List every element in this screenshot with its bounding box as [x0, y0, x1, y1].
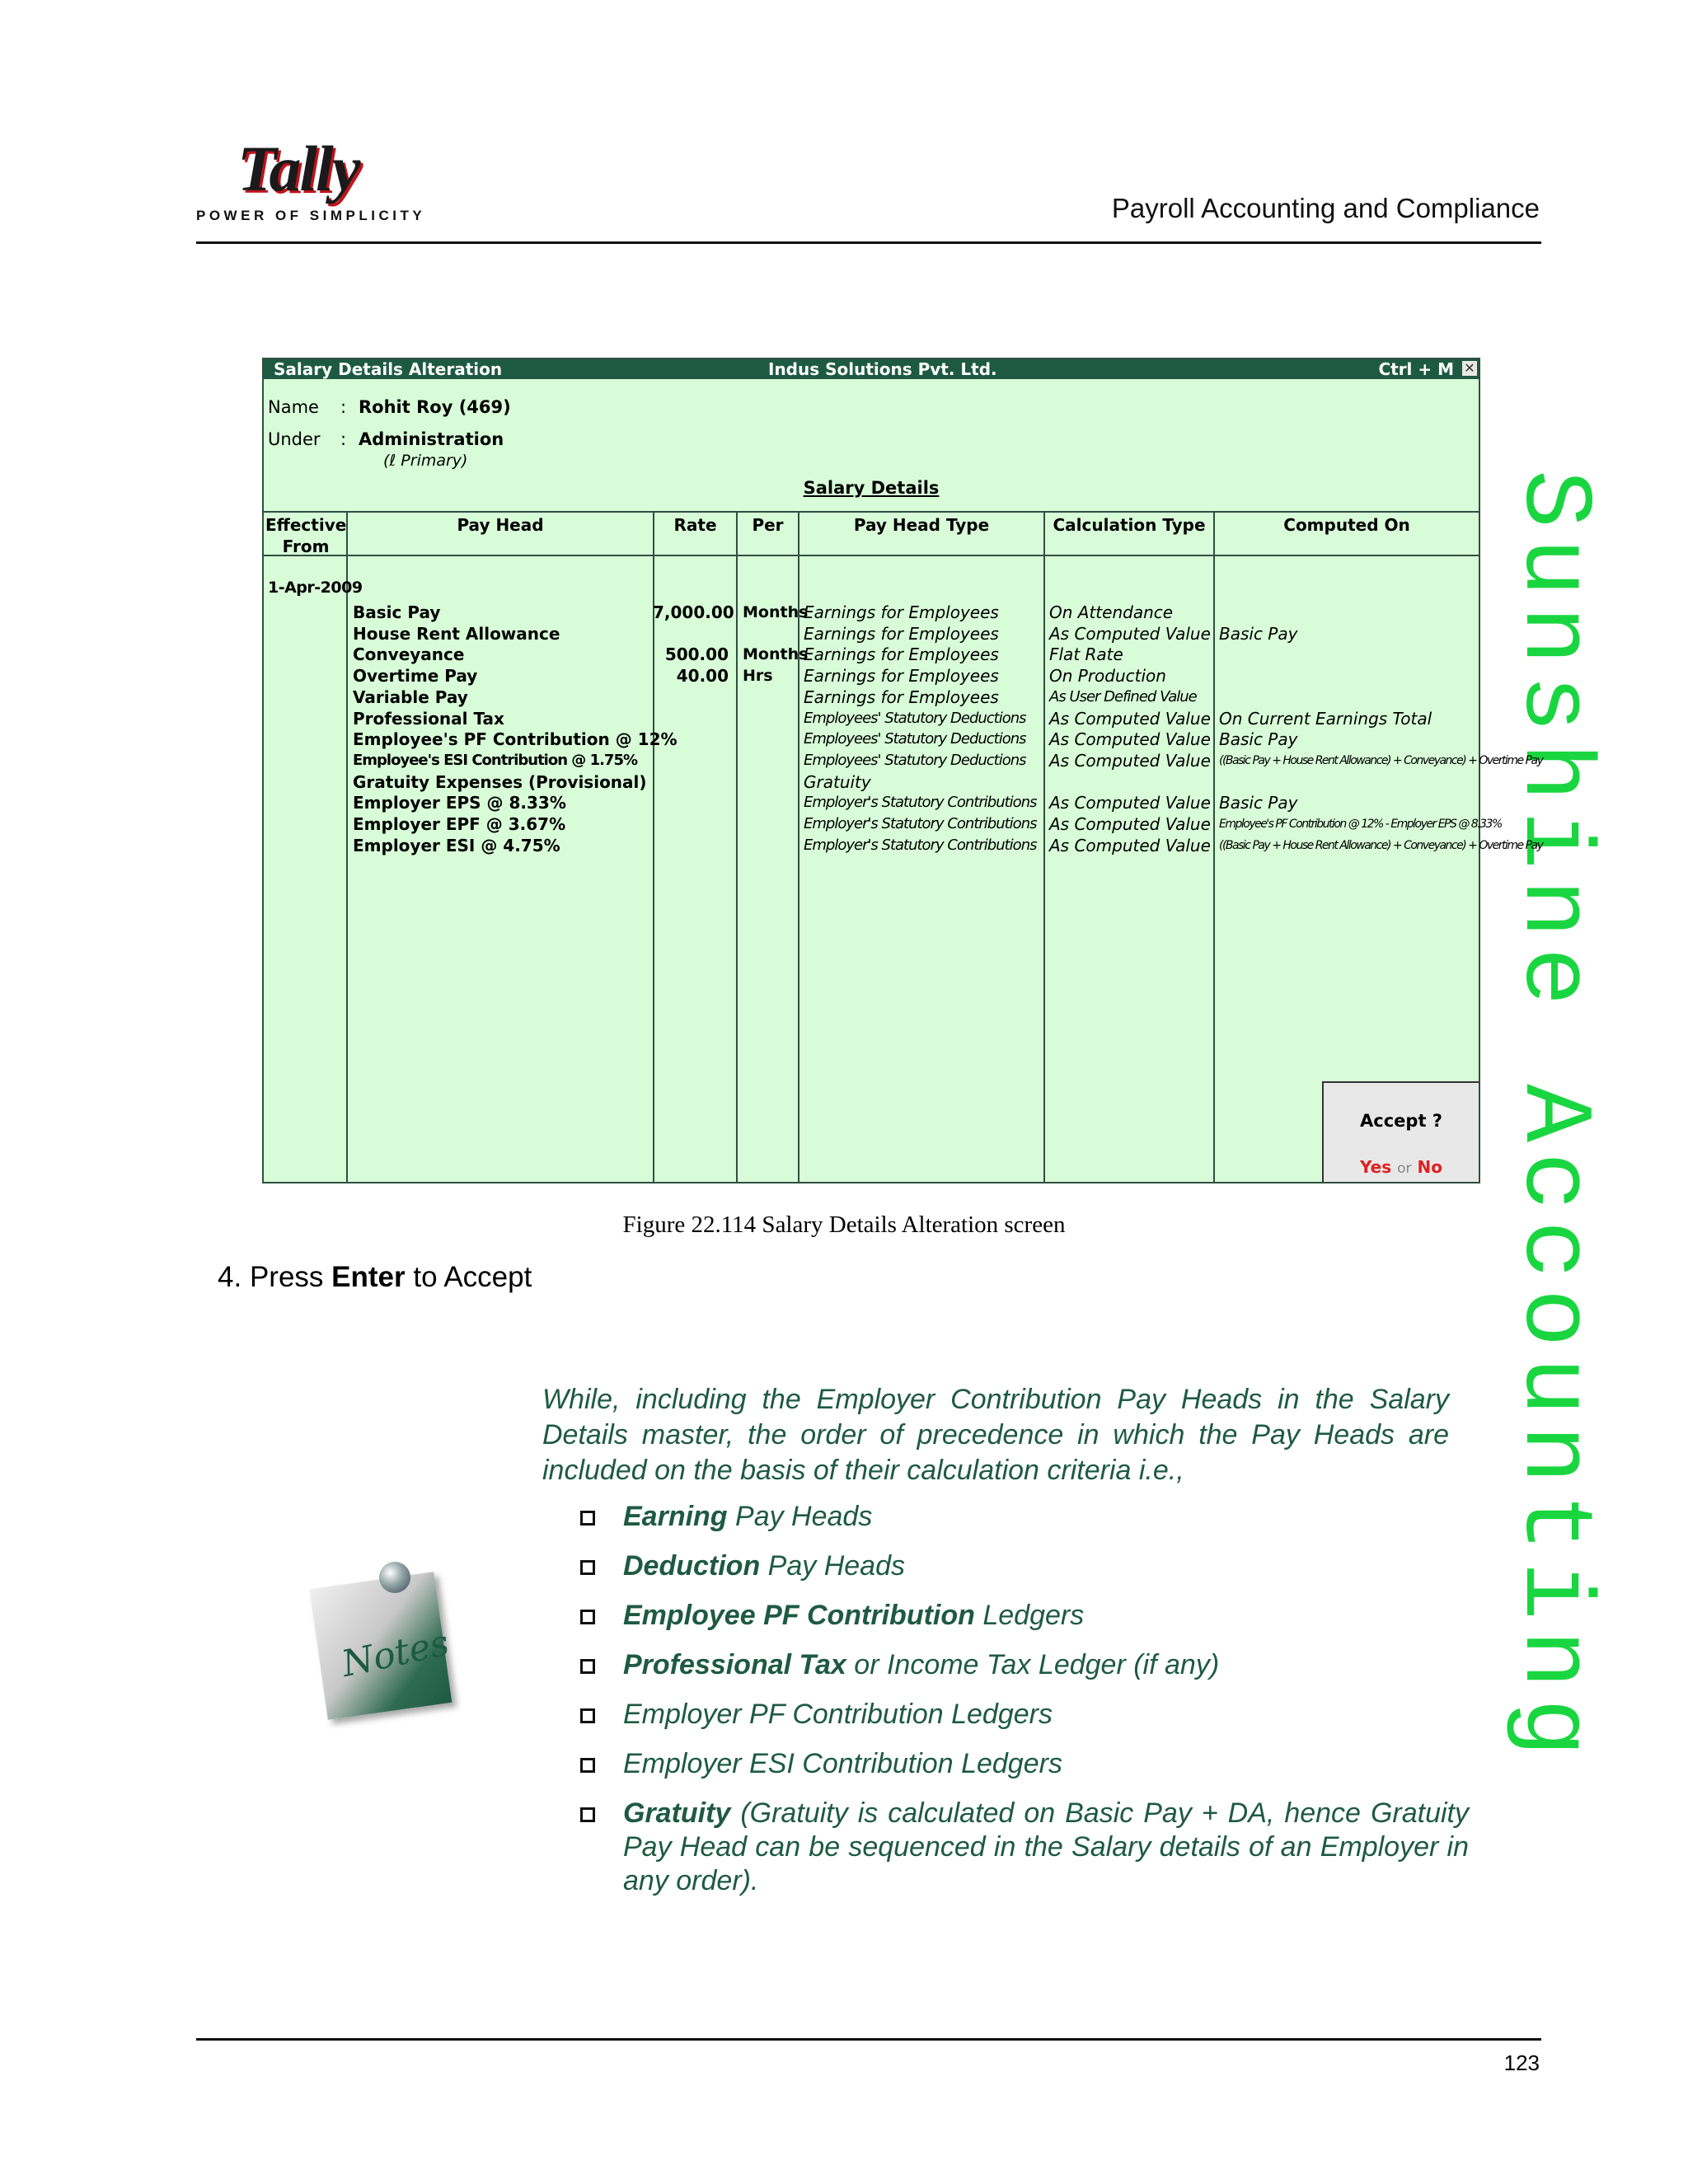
salary-details-screen: Salary Details Alteration Indus Solutions Pvt. Ltd. Ctrl + M ✕ Name : Rohit Roy (469) Under : Administration (ℓ Primary) Salary Details Effective From Pay Head Rate Per Pay Head Type Calculation Type Computed On 1-Apr-2009 Basic Pay 7,000.00 Months Earnings for Employees On Attendance House Rent Allowance Earnings for Employees As Computed Value Basic Pay Conveyance 500.00 Months Earnings for Employees Flat Rate Overtime Pay 40.00 Hrs Earnings for Employees On Production Variable Pay Earnings for Employees As User Defined Value Professional Tax Employees' Statutory Deductions As Computed Value On Current Earnings Total Employee's PF Contribution @ 12% Employees' Statutory Deductions As Computed Value Basic Pay Employee's ESI Contribution @ 1.75% Employees' Statutory Deductions As Computed Value ((Basic Pay + House Rent Allowance) + Conveyance) + Overtime Pay Gratuity Expenses (Provisional) Gratuity Employer EPS @ 8.33% Employer's Statutory Contributions As Computed Value Basic Pay Employer EPF @ 3.67% Employer's Statutory Contributions As Computed Value Employee's PF Contribution @ 12% - Employer EPS @ 8.33% Employer ESI @ 4.75% Employer's Statutory Contributions As Computed Value ((Basic Pay + House Rent Allowance) + Conveyance) + Overtime Pay Accept ? Yes or No: [262, 358, 1480, 1183]
calc-cell: On Production: [1049, 666, 1166, 687]
per-cell: Months: [743, 603, 809, 621]
tally-logo: [196, 132, 426, 223]
bullet-text: Ledgers: [974, 1600, 1085, 1631]
col-rate: Rate: [673, 515, 717, 535]
computed-on-cell: Basic Pay: [1219, 729, 1298, 750]
under-label: Under: [268, 429, 321, 449]
screen-title-bar: [264, 359, 1479, 379]
footer-rule: [196, 2038, 1541, 2041]
calc-cell: As Computed Value: [1049, 708, 1211, 729]
table-row[interactable]: [264, 687, 1479, 708]
per-cell: Months: [743, 645, 809, 664]
pay-head-cell: Conveyance: [353, 644, 465, 665]
col-pay-head: Pay Head: [457, 515, 544, 535]
col-effective-from: Effective From: [265, 515, 347, 556]
bullet-text: Pay Heads: [760, 1550, 905, 1582]
list-item: [577, 1698, 1469, 1732]
calc-cell: Flat Rate: [1049, 644, 1123, 665]
pay-head-cell: Basic Pay: [353, 602, 441, 622]
computed-on-cell: ((Basic Pay + House Rent Allowance) + Conveyance) + Overtime Pay: [1219, 838, 1543, 852]
type-cell: Employer's Statutory Contributions: [804, 836, 1037, 854]
calc-cell: As Computed Value: [1049, 729, 1211, 750]
calc-cell: As Computed Value: [1049, 835, 1211, 855]
table-row[interactable]: [264, 813, 1502, 835]
computed-on-cell: Basic Pay: [1219, 793, 1298, 813]
bullet-bold: Professional Tax: [623, 1649, 846, 1680]
close-icon[interactable]: ✕: [1462, 361, 1477, 376]
list-item: [577, 1797, 1469, 1898]
col-pay-head-type: Pay Head Type: [853, 515, 990, 535]
list-item: [577, 1500, 1469, 1534]
pay-head-cell: Employer ESI @ 4.75%: [353, 835, 560, 855]
computed-on-cell: Basic Pay: [1219, 623, 1298, 644]
list-item: [577, 1747, 1469, 1781]
header-rule: [196, 241, 1541, 244]
effective-date[interactable]: 1-Apr-2009: [268, 579, 363, 597]
calc-cell: As User Defined Value: [1049, 687, 1197, 705]
shortcut-hint: Ctrl + M: [1378, 359, 1454, 379]
list-item: [577, 1549, 1469, 1583]
pay-head-cell: Variable Pay: [353, 687, 468, 707]
type-cell: Earnings for Employees: [804, 623, 999, 644]
bullet-text: (Gratuity is calculated on Basic Pay + DA, hence Gratuity Pay Head can be sequenced in the Salary details of an Employer in any order).: [623, 1797, 1469, 1896]
bullet-text: Pay Heads: [727, 1501, 873, 1532]
step-prefix: Press: [249, 1261, 324, 1293]
logo-word: Tally: [237, 133, 359, 204]
figure-caption: Figure 22.114 Salary Details Alteration screen: [622, 1212, 1066, 1238]
rate-cell: 7,000.00: [653, 602, 734, 622]
type-cell: Earnings for Employees: [804, 666, 999, 687]
table-row[interactable]: [264, 623, 1479, 644]
pushpin-icon: [379, 1562, 410, 1593]
type-cell: Earnings for Employees: [804, 644, 999, 665]
col-computed-on: Computed On: [1283, 515, 1410, 535]
computed-on-cell: ((Basic Pay + House Rent Allowance) + Conveyance) + Overtime Pay: [1219, 753, 1543, 767]
page-number: 123: [1503, 2050, 1540, 2075]
bullet-square-icon: [580, 1610, 595, 1624]
notes-icon: [312, 1562, 452, 1718]
table-row[interactable]: [264, 792, 1479, 813]
yes-button[interactable]: Yes: [1360, 1157, 1392, 1177]
table-row[interactable]: [264, 602, 1479, 623]
type-cell: Earnings for Employees: [804, 687, 999, 707]
pay-head-cell: House Rent Allowance: [353, 623, 560, 644]
bullet-text: or Income Tax Ledger (if any): [846, 1649, 1220, 1680]
bullet-square-icon: [580, 1708, 595, 1723]
pay-head-cell: Employee's ESI Contribution @ 1.75%: [353, 751, 638, 769]
table-row[interactable]: [264, 835, 1543, 856]
under-parent: (ℓ Primary): [383, 452, 468, 470]
col-calculation-type: Calculation Type: [1053, 515, 1206, 535]
logo-tagline: POWER OF SIMPLICITY: [196, 208, 426, 223]
table-row[interactable]: [264, 729, 1479, 750]
computed-on-cell: On Current Earnings Total: [1219, 708, 1432, 729]
no-button[interactable]: No: [1417, 1157, 1442, 1177]
type-cell: Gratuity: [804, 771, 871, 792]
rate-cell: 40.00: [676, 666, 729, 687]
rate-cell: 500.00: [664, 644, 729, 665]
table-row[interactable]: [264, 708, 1479, 729]
step-number: 4.: [218, 1261, 242, 1293]
step-key: Enter: [331, 1261, 406, 1293]
bullet-bold: Deduction: [623, 1550, 761, 1582]
table-row[interactable]: [264, 771, 1479, 793]
company-name: Indus Solutions Pvt. Ltd.: [768, 359, 997, 379]
section-title: Salary Details: [803, 478, 940, 498]
table-row[interactable]: [264, 750, 1543, 771]
calc-cell: As Computed Value: [1049, 750, 1211, 771]
screen-title: Salary Details Alteration: [274, 359, 503, 379]
bullet-square-icon: [580, 1807, 595, 1822]
under-value[interactable]: Administration: [359, 429, 504, 449]
bullet-square-icon: [580, 1560, 595, 1575]
or-label: or: [1397, 1160, 1412, 1177]
grid-header-line: [264, 555, 1479, 556]
calc-cell: As Computed Value: [1049, 623, 1211, 644]
bullet-text: Employer ESI Contribution Ledgers: [623, 1748, 1062, 1779]
pay-head-cell: Employee's PF Contribution @ 12%: [353, 729, 678, 750]
col-per: Per: [752, 515, 784, 535]
pay-head-cell: Overtime Pay: [353, 666, 478, 687]
watermark: Sunshine Accounting: [1498, 470, 1607, 1767]
notes-paragraph: While, including the Employer Contribution Pay Heads in the Salary Details master, the order of precedence in which the Pay Heads are included on the basis of their calculation criteria i.e.,: [542, 1384, 1449, 1486]
pay-head-cell: Gratuity Expenses (Provisional): [353, 771, 647, 792]
bullet-text: Employer PF Contribution Ledgers: [623, 1699, 1053, 1730]
type-cell: Employees' Statutory Deductions: [804, 751, 1026, 769]
bullet-square-icon: [580, 1758, 595, 1773]
grid-top-line: [264, 511, 1479, 513]
pay-head-cell: Employer EPS @ 8.33%: [353, 793, 566, 813]
computed-on-cell: Employee's PF Contribution @ 12% - Employer EPS @ 8.33%: [1219, 818, 1502, 831]
type-cell: Employer's Statutory Contributions: [804, 815, 1037, 832]
calc-cell: As Computed Value: [1049, 793, 1211, 813]
chapter-title: Payroll Accounting and Compliance: [1111, 193, 1540, 223]
calc-cell: On Attendance: [1049, 602, 1174, 622]
calc-cell: As Computed Value: [1049, 814, 1211, 834]
bullet-square-icon: [580, 1659, 595, 1674]
type-cell: Employer's Statutory Contributions: [804, 794, 1037, 812]
bullet-bold: Gratuity: [623, 1797, 731, 1829]
notes-bullet-list: [577, 1500, 1469, 1914]
step-instruction: [218, 1261, 532, 1294]
notes-icon-label: Notes: [338, 1621, 453, 1686]
type-cell: Employees' Statutory Deductions: [804, 709, 1026, 727]
type-cell: Employees' Statutory Deductions: [804, 730, 1026, 748]
name-value[interactable]: Rohit Roy (469): [359, 397, 511, 417]
bullet-square-icon: [580, 1511, 595, 1526]
per-cell: Hrs: [743, 667, 773, 686]
pay-head-cell: Professional Tax: [353, 708, 504, 729]
name-label: Name: [268, 397, 319, 417]
table-row[interactable]: [264, 644, 1479, 665]
list-item: [577, 1599, 1469, 1633]
bullet-bold: Earning: [623, 1501, 728, 1532]
accept-prompt: Accept ?: [1360, 1111, 1442, 1131]
accept-dialog: [1322, 1081, 1479, 1182]
table-row[interactable]: [264, 665, 1479, 687]
list-item: [577, 1648, 1469, 1682]
bullet-bold: Employee PF Contribution: [623, 1600, 975, 1631]
accept-options: [1324, 1157, 1479, 1177]
step-suffix: to Accept: [413, 1261, 532, 1293]
type-cell: Earnings for Employees: [804, 602, 999, 622]
pay-head-cell: Employer EPF @ 3.67%: [353, 814, 566, 834]
